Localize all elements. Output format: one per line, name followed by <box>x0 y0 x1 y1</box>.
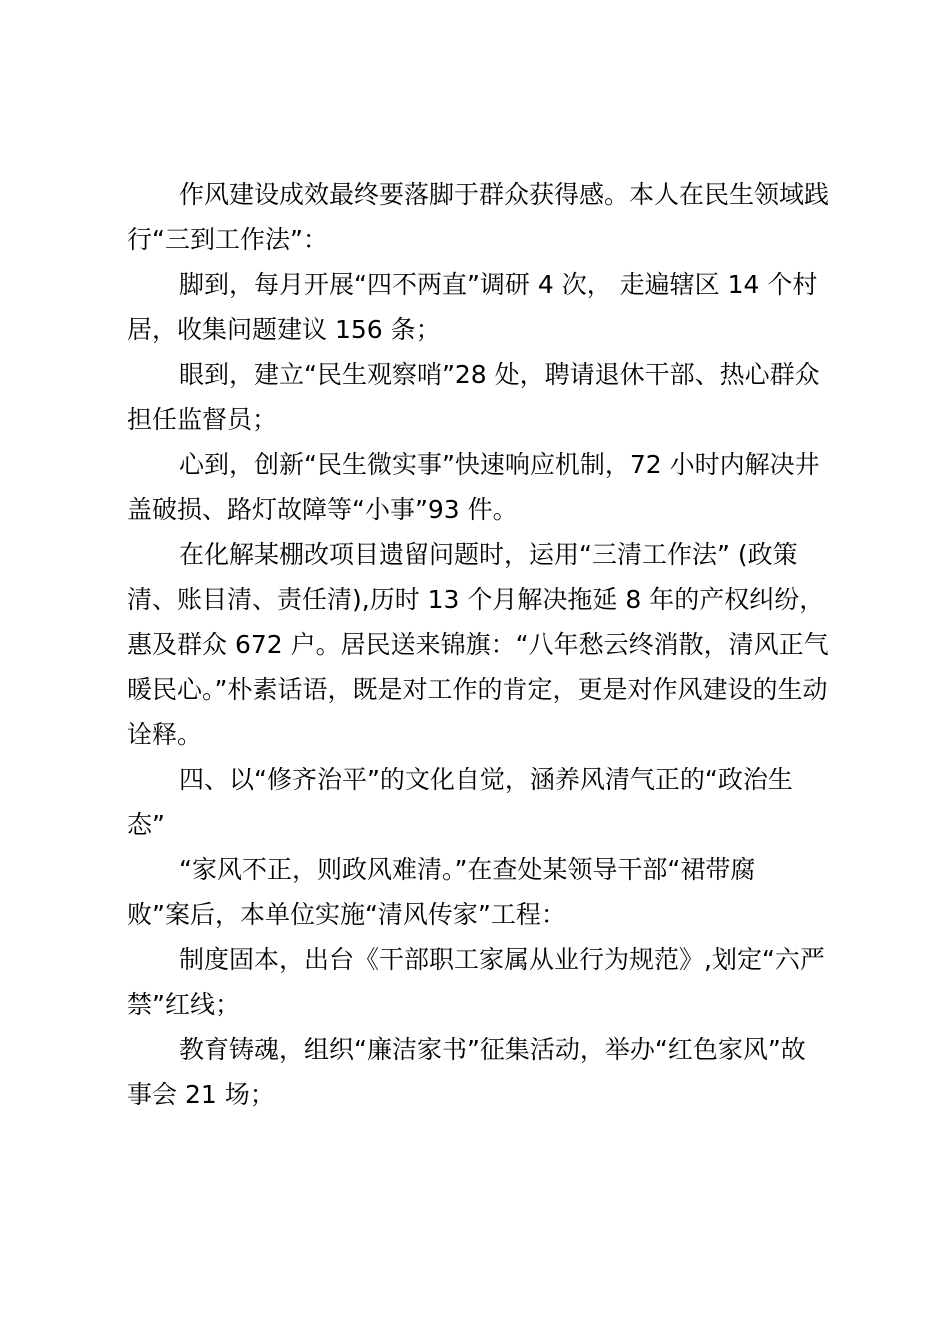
paragraph-eye-arrival: 眼到，建立“民生观察哨”28 处，聘请退休干部、热心群众担任监督员； <box>127 360 820 434</box>
document-body <box>127 172 829 1117</box>
section-heading-four: 四、以“修齐治平”的文化自觉，涵养风清气正的“政治生态” <box>127 765 793 839</box>
paragraph-effectiveness-intro: 作风建设成效最终要落脚于群众获得感。本人在民生领域践行“三到工作法”： <box>127 180 830 254</box>
paragraph-family-style-intro: “家风不正，则政风难清。”在查处某领导干部“裙带腐败”案后，本单位实施“清风传家”工程： <box>127 855 756 929</box>
paragraph-shantytown-case: 在化解某棚改项目遗留问题时，运用“三清工作法” (政策清、账目清、责任清),历时 13 个月解决拖延 8 年的产权纠纷，惠及群众 672 户。居民送来锦旗：“八年愁云终消散，清风正气暖民心。”朴素话语，既是对工作的肯定，更是对作风建设的生动诠释。 <box>127 540 829 749</box>
paragraph-heart-arrival: 心到，创新“民生微实事”快速响应机制，72 小时内解决井盖破损、路灯故障等“小事”93 件。 <box>127 450 820 524</box>
paragraph-foot-arrival: 脚到，每月开展“四不两直”调研 4 次， 走遍辖区 14 个村居，收集问题建议 156 条； <box>127 270 818 344</box>
paragraph-institution: 制度固本，出台《干部职工家属从业行为规范》,划定“六严禁”红线； <box>127 945 825 1019</box>
paragraph-education: 教育铸魂，组织“廉洁家书”征集活动，举办“红色家风”故事会 21 场； <box>127 1035 806 1109</box>
